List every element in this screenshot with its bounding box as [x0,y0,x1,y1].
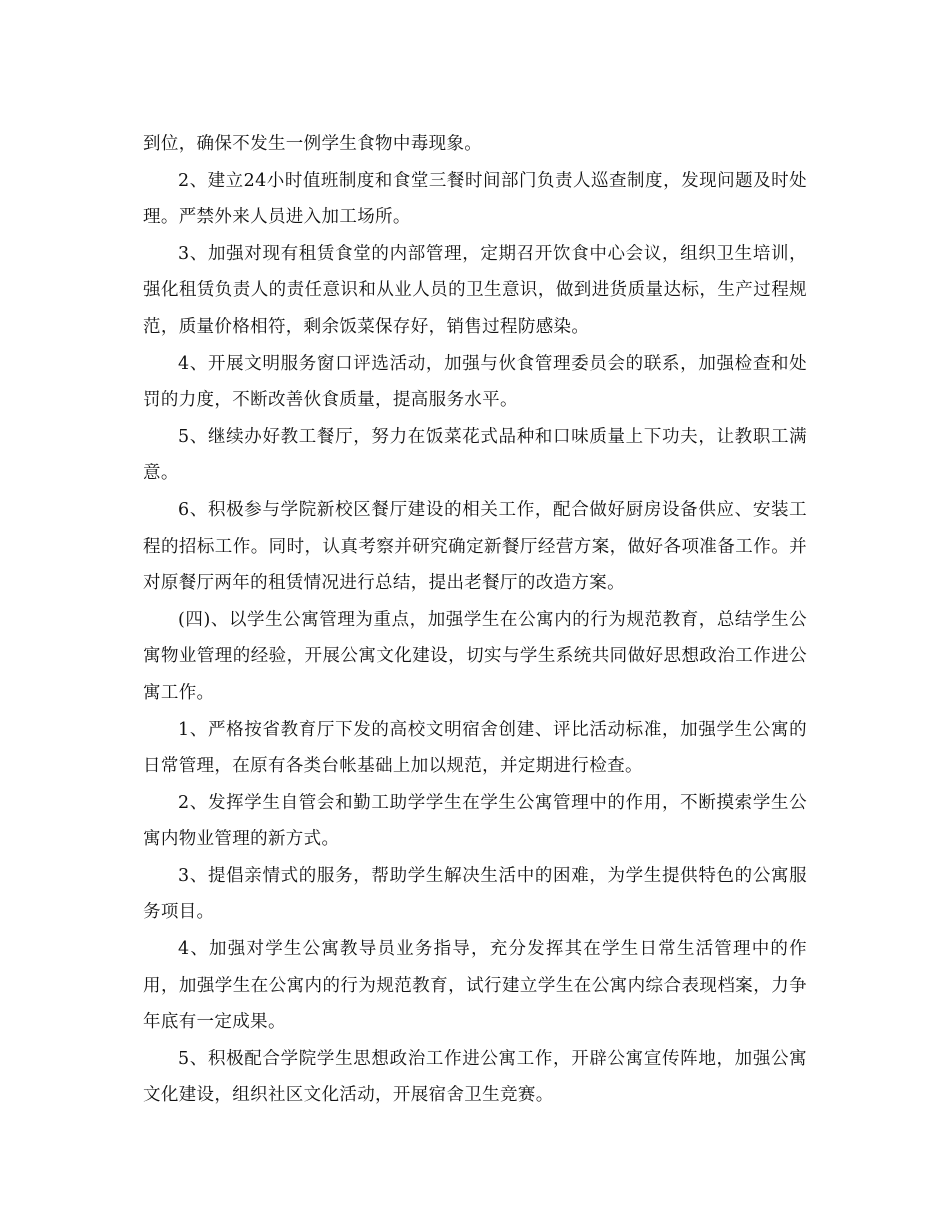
paragraph-item-2-self-management: 2、发挥学生自管会和勤工助学学生在学生公寓管理中的作用，不断摸索学生公寓内物业管理的新方式。 [143,792,807,850]
paragraph-item-6-new-campus: 6、积极参与学院新校区餐厅建设的相关工作，配合做好厨房设备供应、安装工程的招标工作。同时，认真考察并研究确定新餐厅经营方案，做好各项准备工作。并对原餐厅两年的租赁情况进行总结，提出老餐厅的改造方案。 [143,499,807,594]
paragraph-item-3-canteen-management: 3、加强对现有租赁食堂的内部管理，定期召开饮食中心会议，组织卫生培训，强化租赁负责人的责任意识和从业人员的卫生意识，做到进货质量达标，生产过程规范，质量价格相符，剩余饭菜保存好，销售过程防感染。 [143,243,807,337]
paragraph-item-5-culture: 5、积极配合学院学生思想政治工作进公寓工作，开辟公寓宣传阵地，加强公寓文化建设，组织社区文化活动，开展宿舍卫生竞赛。 [143,1048,807,1106]
paragraph-item-3-service: 3、提倡亲情式的服务，帮助学生解决生活中的困难，为学生提供特色的公寓服务项目。 [143,865,807,923]
paragraph-item-5-staff-dining: 5、继续办好教工餐厅，努力在饭菜花式品种和口味质量上下功夫，让教职工满意。 [143,426,807,484]
document-body [143,126,807,1114]
paragraph-item-4-service-window: 4、开展文明服务窗口评选活动，加强与伙食管理委员会的联系，加强检查和处罚的力度，不断改善伙食质量，提高服务水平。 [143,353,807,411]
paragraph-item-4-counselor: 4、加强对学生公寓教导员业务指导，充分发挥其在学生日常生活管理中的作用，加强学生在公寓内的行为规范教育，试行建立学生在公寓内综合表现档案，力争年底有一定成果。 [143,939,807,1033]
paragraph-item-2-duty-system: 2、建立24小时值班制度和食堂三餐时间部门负责人巡查制度，发现问题及时处理。严禁外来人员进入加工场所。 [143,170,807,228]
section-heading-4-dormitory: (四)、以学生公寓管理为重点，加强学生在公寓内的行为规范教育，总结学生公寓物业管理的经验，开展公寓文化建设，切实与学生系统共同做好思想政治工作进公寓工作。 [143,609,807,703]
paragraph-continuation: 到位，确保不发生一例学生食物中毒现象。 [143,134,483,154]
paragraph-item-1-dorm-standards: 1、严格按省教育厅下发的高校文明宿舍创建、评比活动标准，加强学生公寓的日常管理，在原有各类台帐基础上加以规范，并定期进行检查。 [143,719,807,777]
